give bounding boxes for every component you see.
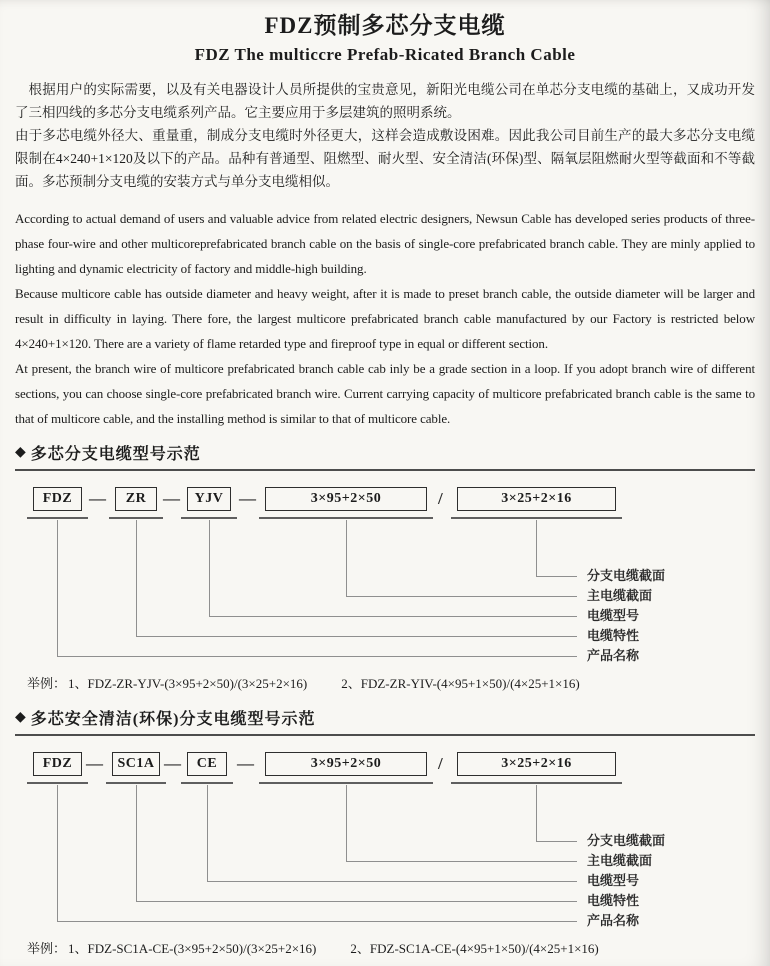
dash-separator: — xyxy=(237,754,254,773)
connector-line xyxy=(536,841,577,842)
paragraph: At present, the branch wire of multicore prefabricated branch cable cab inly be a grade section in a loop. If you adopt branch wire of different sections, you can choose single-core prefabricated branch wire. Current carrying capacity of multicore prefabricated branch cable is the same to that of multicore cable, and the installing method is similar to that of multicore cable. xyxy=(15,361,755,426)
connector-line xyxy=(346,785,347,861)
box-characteristic: SC1A xyxy=(112,752,160,776)
slash-separator: / xyxy=(438,754,443,773)
paragraph: Because multicore cable has outside diameter and heavy weight, after it is made to preset branch cable, the outside diameter will be larger and result in difficulty in laying. There fore, the largest multicore prefabricated branch cable manufactured by our Factory is restricted below 4×240+1×120. There are a variety of flame retarded type and fireproof type in equal or different section. xyxy=(15,286,755,351)
box-branch-section: 3×25+2×16 xyxy=(457,752,616,776)
label-characteristic: 电缆特性 xyxy=(587,628,640,643)
label-product-name: 产品名称 xyxy=(587,913,640,928)
connector-line xyxy=(136,636,577,637)
intro-english xyxy=(15,206,755,431)
section-heading-text: 多芯安全清洁(环保)分支电缆型号示范 xyxy=(30,711,316,728)
diamond-bullet-icon: ◆ xyxy=(15,710,27,725)
connector-line xyxy=(346,861,577,862)
label-branch-section: 分支电缆截面 xyxy=(587,833,666,848)
connector-line xyxy=(346,520,347,596)
example-item: 2、FDZ-SC1A-CE-(4×95+1×50)/(4×25+1×16) xyxy=(350,941,599,956)
dash-separator: — xyxy=(163,489,180,508)
connector-line xyxy=(136,901,577,902)
dash-separator: — xyxy=(164,754,181,773)
example-line-1 xyxy=(27,673,755,692)
connector-line xyxy=(207,881,577,882)
page-subtitle: FDZ The multiccre Prefab-Ricated Branch Cable xyxy=(194,45,576,64)
connector-line xyxy=(57,785,58,921)
example-item: 2、FDZ-ZR-YIV-(4×95+1×50)/(4×25+1×16) xyxy=(341,676,580,691)
box-cable-model: CE xyxy=(187,752,227,776)
box-underline xyxy=(27,517,88,519)
example-line-2 xyxy=(27,938,755,957)
connector-line xyxy=(346,596,577,597)
model-code-diagram-2 xyxy=(15,744,755,934)
box-underline xyxy=(451,782,622,784)
label-product-name: 产品名称 xyxy=(587,648,640,663)
dash-separator: — xyxy=(86,754,103,773)
section-heading-eco-branch-cable xyxy=(15,706,755,736)
paragraph: 由于多芯电缆外径大、重量重，制成分支电缆时外径更大，这样会造成敷设困难。因此我公司目前生产的最大多芯分支电缆限制在4×240+1×120及以下的产品。品种有普通型、阻燃型、耐火型、安全清洁(环保)型、隔氧层阻燃耐火型等截面和不等截面。多芯预制分支电缆的安装方式与单分支电缆相似。 xyxy=(15,128,755,189)
connector-line xyxy=(207,785,208,881)
paragraph: According to actual demand of users and valuable advice from related electric designers, Newsun Cable has developed series products of three-phase four-wire and other multicoreprefabricated branch cable on the basis of single-core prefabricated branch cable. They are minly applied to lighting and dynamic electricity of factory and middle-high building. xyxy=(15,211,755,276)
box-underline xyxy=(181,517,237,519)
slash-separator: / xyxy=(438,489,443,508)
label-branch-section: 分支电缆截面 xyxy=(587,568,666,583)
box-product-code: FDZ xyxy=(33,752,82,776)
box-underline xyxy=(259,517,433,519)
box-cable-model: YJV xyxy=(187,487,231,511)
box-main-section: 3×95+2×50 xyxy=(265,752,427,776)
section-heading-text: 多芯分支电缆型号示范 xyxy=(30,446,201,463)
example-item: 1、FDZ-SC1A-CE-(3×95+2×50)/(3×25+2×16) xyxy=(68,941,317,956)
box-main-section: 3×95+2×50 xyxy=(265,487,427,511)
model-code-diagram-1 xyxy=(15,479,755,669)
label-main-section: 主电缆截面 xyxy=(587,588,653,603)
dash-separator: — xyxy=(89,489,106,508)
intro-chinese xyxy=(15,78,755,193)
example-item: 1、FDZ-ZR-YJV-(3×95+2×50)/(3×25+2×16) xyxy=(68,676,308,691)
box-branch-section: 3×25+2×16 xyxy=(457,487,616,511)
box-underline xyxy=(106,782,166,784)
box-underline xyxy=(27,782,88,784)
paragraph: 根据用户的实际需要，以及有关电器设计人员所提供的宝贵意见，新阳光电缆公司在单芯分支电缆的基础上，又成功开发了三相四线的多芯分支电缆系列产品。它主要应用于多层建筑的照明系统。 xyxy=(15,82,755,120)
connector-line xyxy=(136,785,137,901)
label-cable-model: 电缆型号 xyxy=(587,608,640,623)
connector-line xyxy=(536,785,537,841)
connector-line xyxy=(209,520,210,616)
box-characteristic: ZR xyxy=(115,487,157,511)
dash-separator: — xyxy=(239,489,256,508)
connector-line xyxy=(57,520,58,656)
example-prefix: 举例： xyxy=(27,676,67,691)
diamond-bullet-icon: ◆ xyxy=(15,445,27,460)
box-underline xyxy=(259,782,433,784)
section-heading-branch-cable xyxy=(15,441,755,471)
label-cable-model: 电缆型号 xyxy=(587,873,640,888)
connector-line xyxy=(536,520,537,576)
box-product-code: FDZ xyxy=(33,487,82,511)
box-underline xyxy=(451,517,622,519)
connector-line xyxy=(209,616,577,617)
box-underline xyxy=(109,517,163,519)
box-underline xyxy=(181,782,233,784)
connector-line xyxy=(57,921,577,922)
connector-line xyxy=(136,520,137,636)
page-title: FDZ预制多芯分支电缆 xyxy=(264,13,506,38)
label-characteristic: 电缆特性 xyxy=(587,893,640,908)
label-main-section: 主电缆截面 xyxy=(587,853,653,868)
connector-line xyxy=(57,656,577,657)
connector-line xyxy=(536,576,577,577)
example-prefix: 举例： xyxy=(27,941,67,956)
